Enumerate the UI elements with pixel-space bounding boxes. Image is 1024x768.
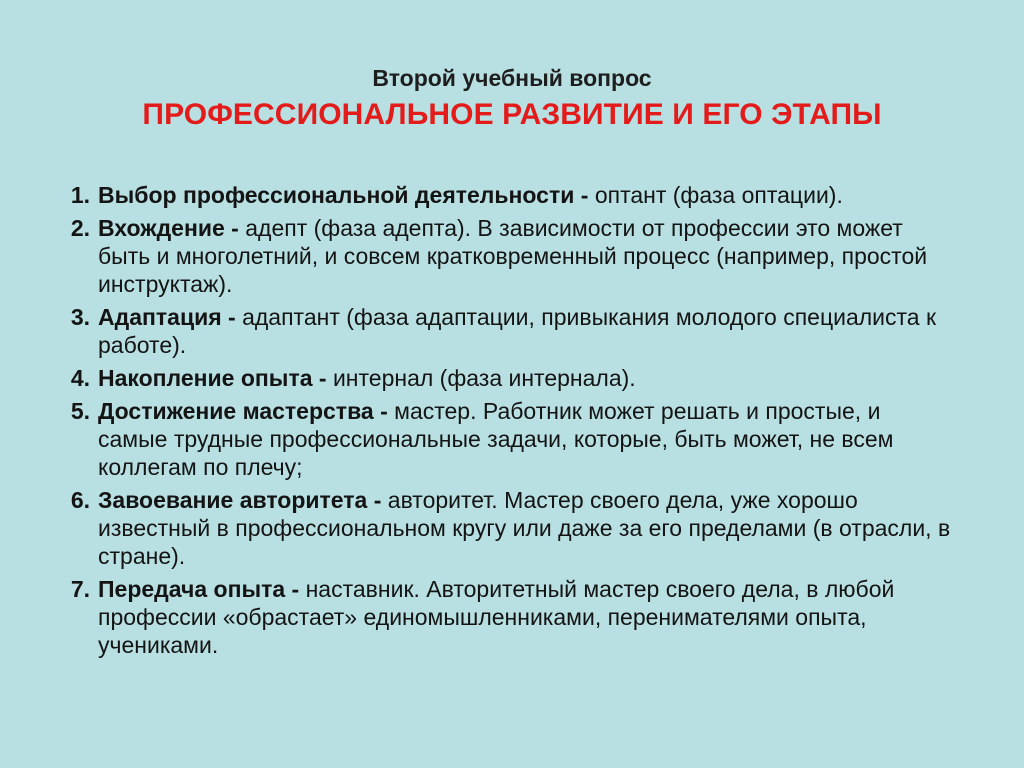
item-number: 1. xyxy=(70,182,90,208)
list-item xyxy=(56,397,956,481)
item-number: 3. xyxy=(70,304,90,330)
item-text: наставник. Авторитетный мастер своего дела, в любой профессии «обрастает» единомышленниками, перенимателями опыта, учениками. xyxy=(98,576,895,658)
item-number: 6. xyxy=(70,487,90,513)
item-text: авторитет. Мастер своего дела, уже хорошо известный в профессиональном кругу или даже за его пределами (в отрасли, в стране). xyxy=(98,487,951,569)
item-text: оптант (фаза оптации). xyxy=(588,182,843,208)
item-term: Выбор профессиональной деятельности - xyxy=(98,182,589,208)
item-term: Передача опыта - xyxy=(98,576,300,602)
list-item xyxy=(56,364,956,392)
item-number: 4. xyxy=(70,365,90,391)
item-text: интернал (фаза интернала). xyxy=(326,365,636,391)
item-text: мастер. Работник может решать и простые, и самые трудные профессиональные задачи, которые, быть может, не всем коллегам по плечу; xyxy=(98,398,894,480)
item-term: Достижение мастерства - xyxy=(98,398,388,424)
item-text: адаптант (фаза адаптации, привыкания молодого специалиста к работе). xyxy=(98,304,937,358)
item-term: Адаптация - xyxy=(98,304,236,330)
item-term: Завоевание авторитета - xyxy=(98,487,382,513)
item-term: Вхождение - xyxy=(98,215,239,241)
item-text: адепт (фаза адепта). В зависимости от профессии это может быть и многолетний, и совсем кратковременный процесс (например, простой инструктаж). xyxy=(98,215,928,297)
stages-list xyxy=(56,181,956,664)
list-item xyxy=(56,486,956,570)
item-term: Накопление опыта - xyxy=(98,365,327,391)
item-number: 5. xyxy=(70,398,90,424)
list-item xyxy=(56,214,956,298)
slide-title: ПРОФЕССИОНАЛЬНОЕ РАЗВИТИЕ И ЕГО ЭТАПЫ xyxy=(142,98,882,131)
slide-subtitle: Второй учебный вопрос xyxy=(372,65,652,91)
item-number: 7. xyxy=(70,576,90,602)
item-number: 2. xyxy=(70,215,90,241)
list-item xyxy=(56,303,956,359)
list-item xyxy=(56,575,956,659)
list-item xyxy=(56,181,956,209)
